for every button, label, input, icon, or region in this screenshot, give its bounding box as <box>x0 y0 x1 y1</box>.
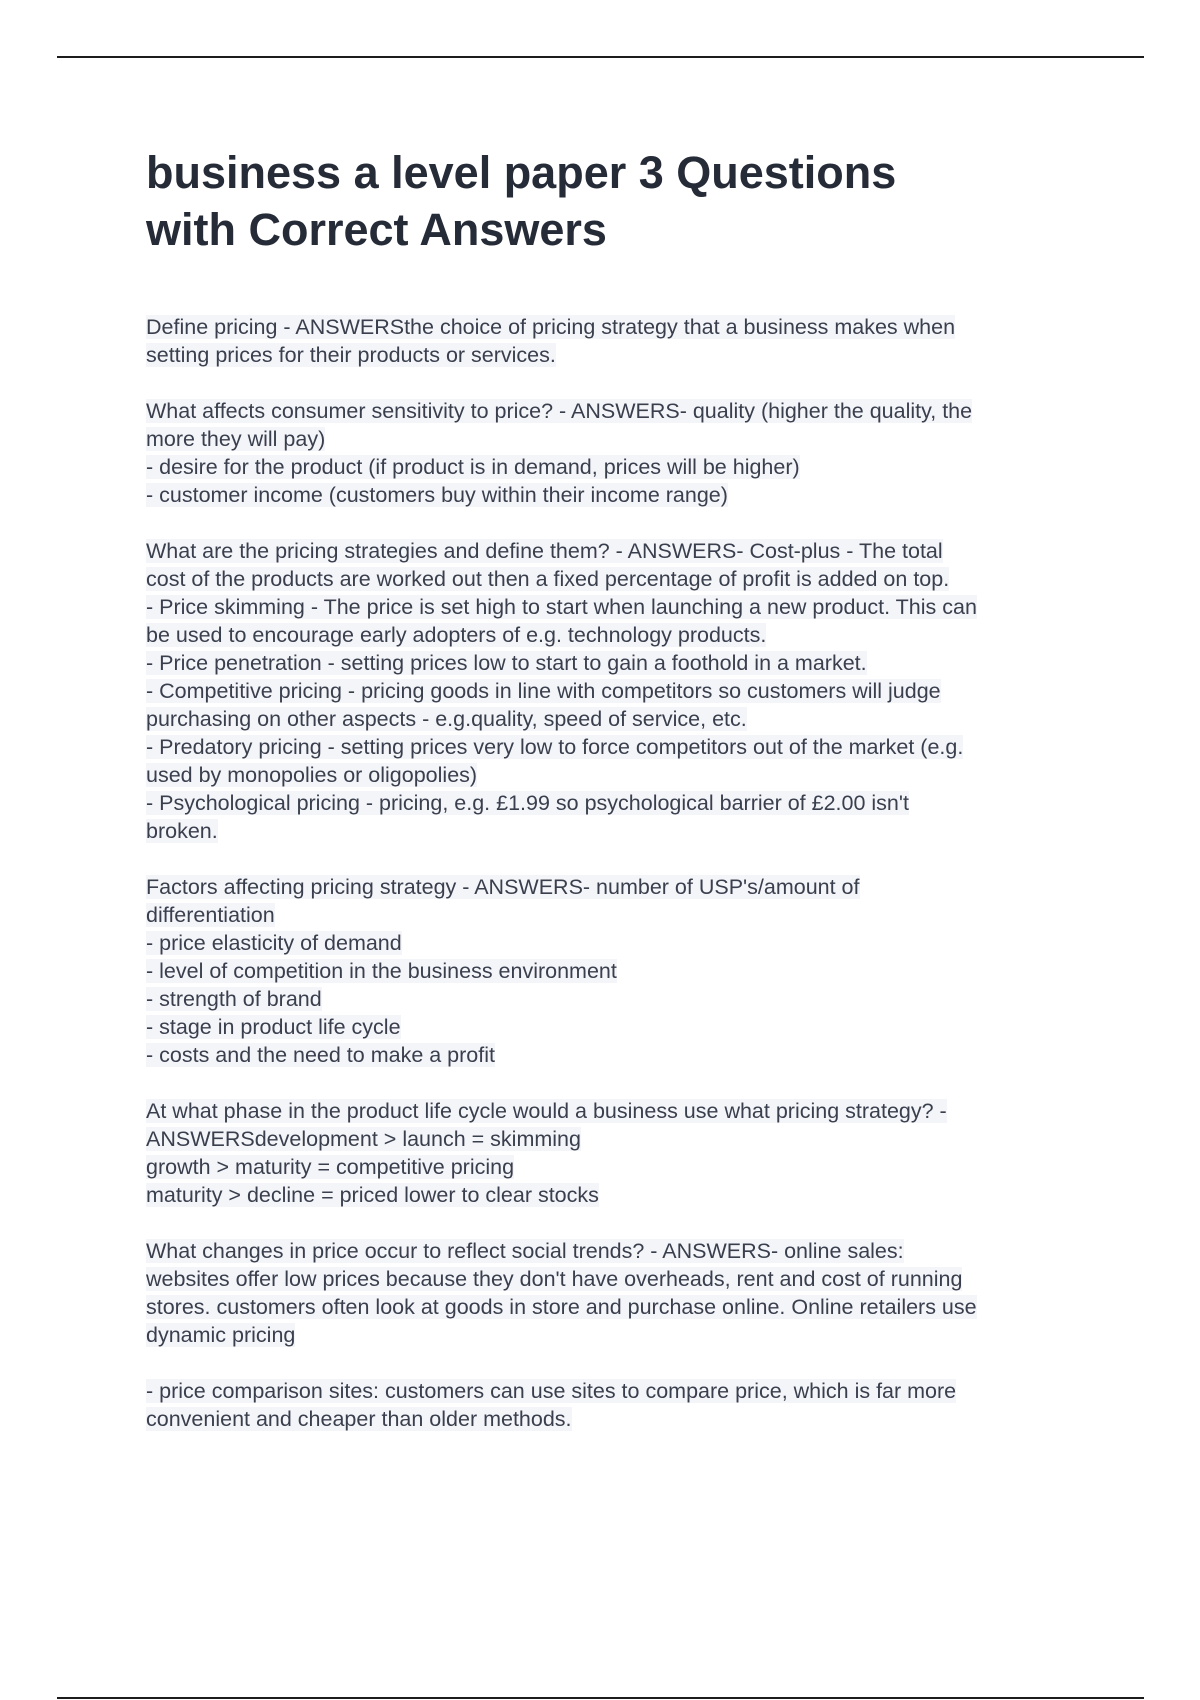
text-line <box>146 397 1086 425</box>
text-line <box>146 537 1086 565</box>
document-body <box>146 313 1086 1461</box>
text-line <box>146 733 1086 761</box>
text-line <box>146 985 1086 1013</box>
text-line-content: convenient and cheaper than older methods. <box>146 1407 572 1431</box>
text-line-content: - stage in product life cycle <box>146 1015 401 1039</box>
text-line-content: At what phase in the product life cycle would a business use what pricing strategy? - <box>146 1099 947 1123</box>
text-line <box>146 621 1086 649</box>
text-line-content: broken. <box>146 819 218 843</box>
text-line <box>146 1041 1086 1069</box>
text-line-content: used by monopolies or oligopolies) <box>146 763 478 787</box>
text-line-content: growth > maturity = competitive pricing <box>146 1155 515 1179</box>
text-line-content: - Competitive pricing - pricing goods in line with competitors so customers will judge <box>146 679 941 703</box>
qa-block <box>146 1377 1086 1433</box>
text-line-content: - price comparison sites: customers can use sites to compare price, which is far more <box>146 1379 957 1403</box>
qa-block <box>146 537 1086 845</box>
text-line-content: - Price penetration - setting prices low to start to gain a foothold in a market. <box>146 651 867 675</box>
text-line-content: maturity > decline = priced lower to clear stocks <box>146 1183 599 1207</box>
text-line-content: Factors affecting pricing strategy - ANSWERS- number of USP's/amount of <box>146 875 860 899</box>
text-line-content: - costs and the need to make a profit <box>146 1043 495 1067</box>
text-line-content: - Predatory pricing - setting prices very low to force competitors out of the market (e.g. <box>146 735 964 759</box>
text-line <box>146 1405 1086 1433</box>
text-line-content: setting prices for their products or services. <box>146 343 556 367</box>
text-line-content: Define pricing - ANSWERSthe choice of pricing strategy that a business makes when <box>146 315 956 339</box>
qa-block <box>146 397 1086 509</box>
text-line-content: - level of competition in the business environment <box>146 959 617 983</box>
text-line <box>146 481 1086 509</box>
text-line <box>146 789 1086 817</box>
text-line <box>146 341 1086 369</box>
text-line <box>146 649 1086 677</box>
qa-block <box>146 1237 1086 1349</box>
text-line <box>146 1013 1086 1041</box>
text-line-content: more they will pay) <box>146 427 326 451</box>
qa-block <box>146 1097 1086 1209</box>
qa-block <box>146 313 1086 369</box>
text-line <box>146 425 1086 453</box>
text-line <box>146 1097 1086 1125</box>
text-line <box>146 901 1086 929</box>
text-line <box>146 1153 1086 1181</box>
text-line <box>146 817 1086 845</box>
bottom-divider <box>57 1697 1144 1699</box>
text-line-content: differentiation <box>146 903 275 927</box>
text-line <box>146 1265 1086 1293</box>
text-line-content: be used to encourage early adopters of e.g. technology products. <box>146 623 767 647</box>
text-line-content: What are the pricing strategies and define them? - ANSWERS- Cost-plus - The total <box>146 539 943 563</box>
text-line <box>146 1237 1086 1265</box>
text-line-content: - price elasticity of demand <box>146 931 402 955</box>
text-line <box>146 929 1086 957</box>
text-line-content: - customer income (customers buy within their income range) <box>146 483 728 507</box>
text-line-content: - strength of brand <box>146 987 322 1011</box>
text-line <box>146 677 1086 705</box>
text-line <box>146 593 1086 621</box>
text-line-content: What changes in price occur to reflect social trends? - ANSWERS- online sales: <box>146 1239 904 1263</box>
text-line <box>146 1125 1086 1153</box>
text-line <box>146 313 1086 341</box>
text-line-content: cost of the products are worked out then a fixed percentage of profit is added on top. <box>146 567 950 591</box>
text-line <box>146 453 1086 481</box>
top-divider <box>57 56 1144 58</box>
text-line <box>146 761 1086 789</box>
text-line-content: stores. customers often look at goods in store and purchase online. Online retailers use <box>146 1295 977 1319</box>
text-line <box>146 1377 1086 1405</box>
text-line-content: - desire for the product (if product is in demand, prices will be higher) <box>146 455 800 479</box>
title-line: business a level paper 3 Questions <box>146 147 897 198</box>
text-line <box>146 1321 1086 1349</box>
text-line <box>146 705 1086 733</box>
text-line <box>146 957 1086 985</box>
text-line <box>146 873 1086 901</box>
text-line-content: websites offer low prices because they don't have overheads, rent and cost of running <box>146 1267 963 1291</box>
text-line-content: ANSWERSdevelopment > launch = skimming <box>146 1127 581 1151</box>
text-line-content: purchasing on other aspects - e.g.quality, speed of service, etc. <box>146 707 747 731</box>
qa-block <box>146 873 1086 1069</box>
title-line: with Correct Answers <box>146 204 607 255</box>
text-line <box>146 1293 1086 1321</box>
text-line-content: dynamic pricing <box>146 1323 296 1347</box>
document-title <box>146 144 1106 258</box>
text-line <box>146 1181 1086 1209</box>
text-line <box>146 565 1086 593</box>
text-line-content: - Psychological pricing - pricing, e.g. £1.99 so psychological barrier of £2.00 isn't <box>146 791 909 815</box>
text-line-content: What affects consumer sensitivity to price? - ANSWERS- quality (higher the quality, the <box>146 399 973 423</box>
text-line-content: - Price skimming - The price is set high to start when launching a new product. This can <box>146 595 977 619</box>
